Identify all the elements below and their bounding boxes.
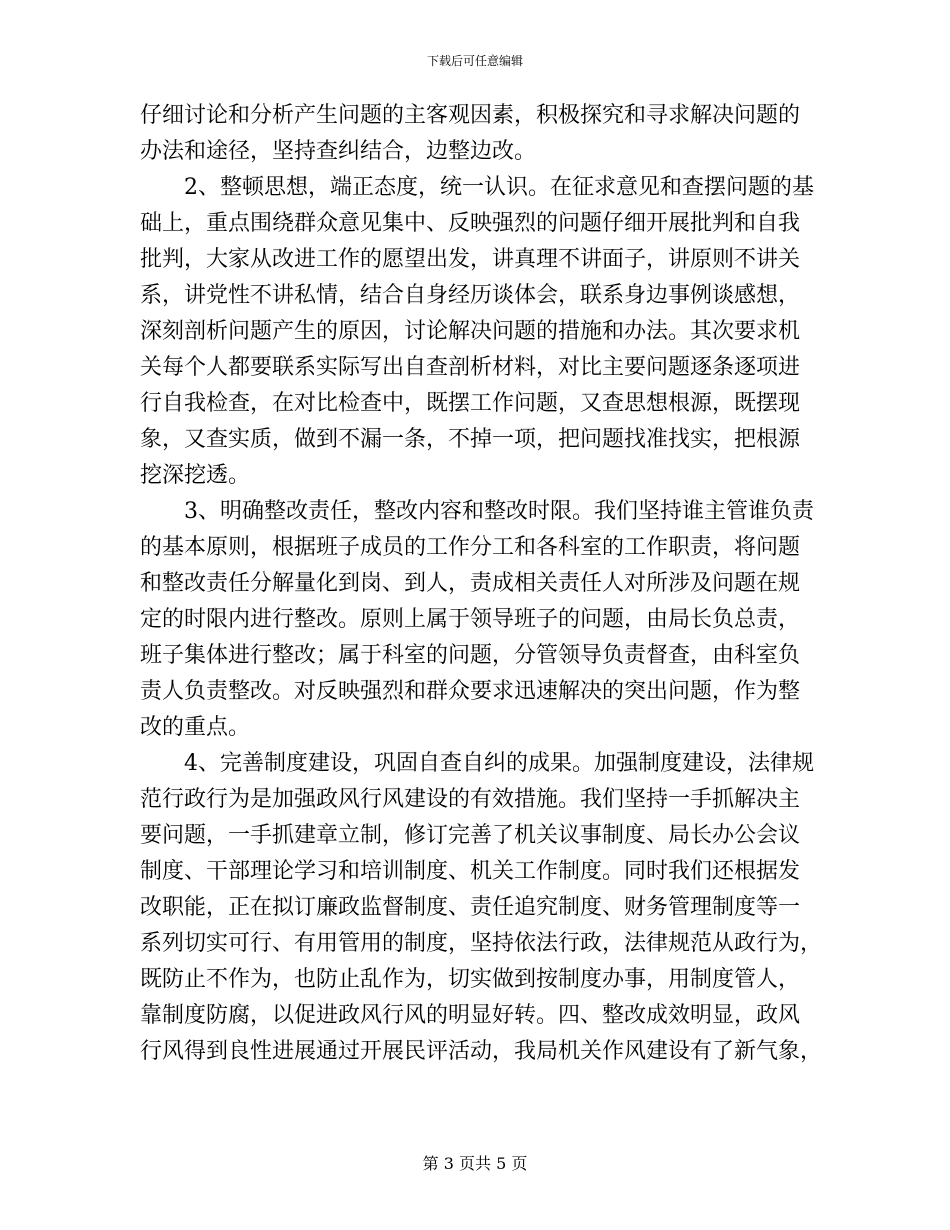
text-line: 深刻剖析问题产生的原因，讨论解决问题的措施和办法。其次要求机: [140, 319, 801, 344]
paragraph-1: [140, 98, 812, 170]
page-number-footer: 第 3 页共 5 页: [422, 1154, 528, 1173]
page-header: 下载后可任意编辑: [426, 54, 523, 68]
text-line: 制度、干部理论学习和培训制度、机关工作制度。同时我们还根据发: [140, 859, 801, 884]
text-line: 改的重点。: [140, 715, 251, 740]
text-line: 办法和途径，坚持查纠结合，边整边改。: [140, 139, 537, 164]
text-line: 靠制度防腐，以促进政风行风的明显好转。四、整改成效明显，政风: [140, 1003, 801, 1028]
text-line: 批判，大家从改进工作的愿望出发，讲真理不讲面子，讲原则不讲关: [140, 247, 801, 272]
text-line: 系列切实可行、有用管用的制度，坚持依法行政，法律规范从政行为，: [140, 931, 823, 956]
text-line: 既防止不作为，也防止乱作为，切实做到按制度办事，用制度管人，: [140, 967, 801, 992]
text-line: 系，讲党性不讲私情，结合自身经历谈体会，联系身边事例谈感想，: [140, 283, 801, 308]
text-line: 范行政行为是加强政风行风建设的有效措施。我们坚持一手抓解决主: [140, 787, 801, 812]
text-line: 2、整顿思想，端正态度，统一认识。在征求意见和查摆问题的基: [184, 175, 814, 200]
text-line: 的基本原则，根据班子成员的工作分工和各科室的工作职责，将问题: [140, 535, 801, 560]
text-line: 象，又查实质，做到不漏一条，不掉一项，把问题找准找实，把根源: [140, 427, 801, 452]
text-line: 础上，重点围绕群众意见集中、反映强烈的问题仔细开展批判和自我: [140, 211, 801, 236]
text-line: 要问题，一手抓建章立制，修订完善了机关议事制度、局长办公会议: [140, 823, 801, 848]
paragraph-3: [140, 494, 812, 746]
text-line: 行自我检查，在对比检查中，既摆工作问题，又查思想根源，既摆现: [140, 391, 801, 416]
text-line: 3、明确整改责任，整改内容和整改时限。我们坚持谁主管谁负责: [184, 499, 814, 524]
text-line: 和整改责任分解量化到岗、到人，责成相关责任人对所涉及问题在规: [140, 571, 801, 596]
document-body: [140, 98, 823, 1070]
text-line: 关每个人都要联系实际写出自查剖析材料，对比主要问题逐条逐项进: [140, 355, 801, 380]
text-line: 班子集体进行整改；属于科室的问题，分管领导负责督查，由科室负: [140, 643, 801, 668]
paragraph-4: [140, 746, 823, 1070]
text-line: 挖深挖透。: [140, 463, 251, 488]
text-line: 仔细讨论和分析产生问题的主客观因素，积极探究和寻求解决问题的: [140, 103, 801, 128]
text-line: 4、完善制度建设，巩固自查自纠的成果。加强制度建设，法律规: [184, 751, 814, 776]
text-line: 定的时限内进行整改。原则上属于领导班子的问题，由局长负总责，: [140, 607, 801, 632]
text-line: 责人负责整改。对反映强烈和群众要求迅速解决的突出问题，作为整: [140, 679, 801, 704]
text-line: 改职能，正在拟订廉政监督制度、责任追究制度、财务管理制度等一: [140, 895, 801, 920]
paragraph-2: [140, 170, 812, 494]
text-line: 行风得到良性进展通过开展民评活动，我局机关作风建设有了新气象，: [140, 1039, 823, 1064]
